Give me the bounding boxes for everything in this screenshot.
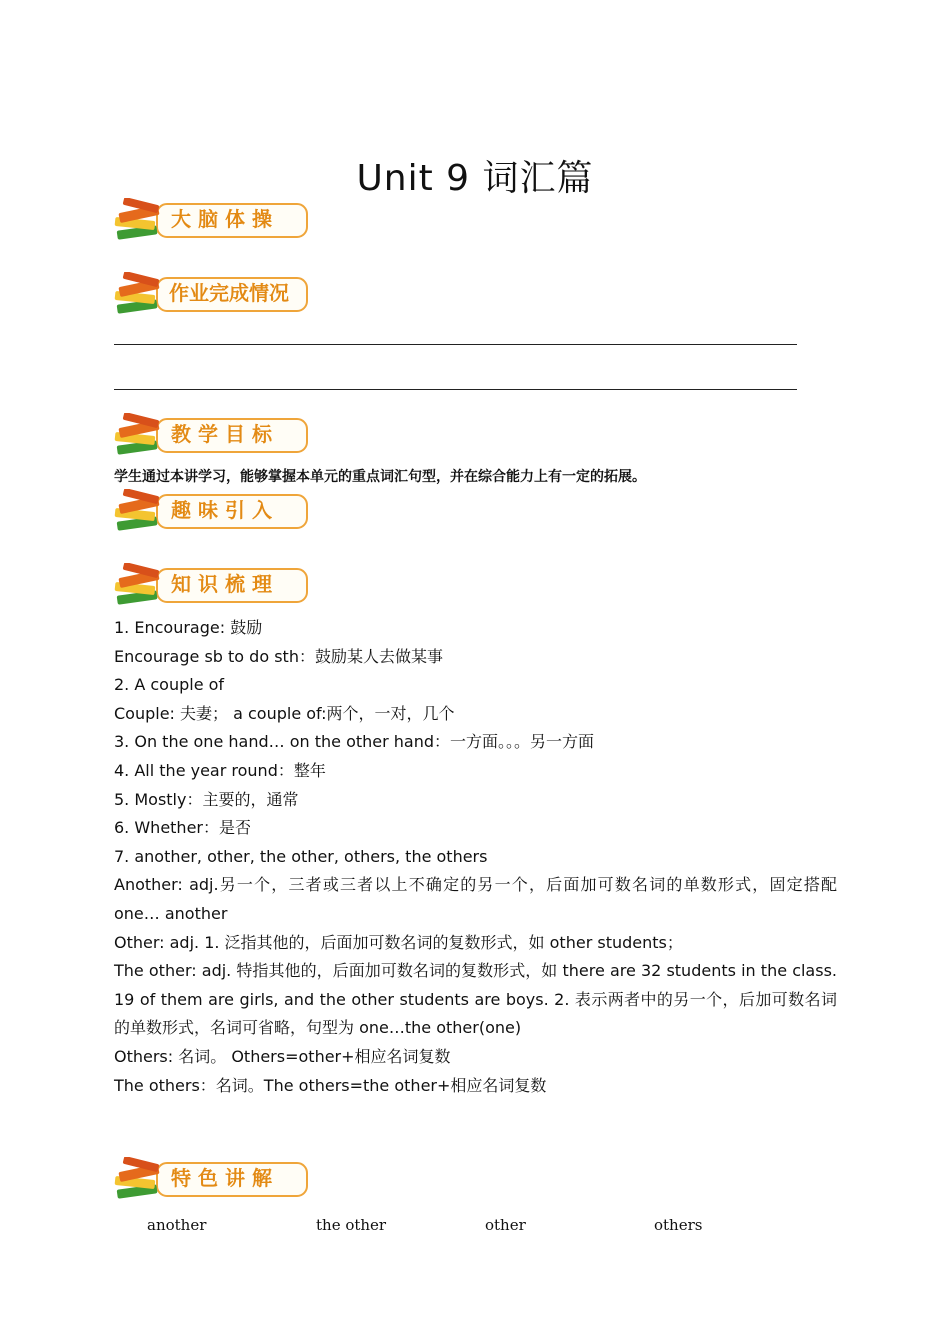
table-header-cell: the other — [316, 1216, 387, 1234]
table-header-cell: others — [654, 1216, 703, 1234]
paragraph-the-other: The other: adj. 特指其他的，后面加可数名词的复数形式，如 there are 32 students in the class. 19 of them are girls, and the other students are boys. 2. 表示两者中的另一个，后加可数名词的单数形式，名词可省略，句型为 one…the other(one) — [114, 961, 837, 1038]
section-badge-homework — [113, 272, 309, 320]
paragraph-another: Another: adj.另一个，三者或三者以上不确定的另一个，后面加可数名词的单数形式，固定搭配 one… another — [114, 875, 837, 923]
section-title: 作业完成情况 — [169, 281, 289, 305]
vocab-line: 7. another, other, the other, others, the others — [114, 846, 488, 866]
section-badge-special — [113, 1157, 309, 1205]
table-header-cell: other — [485, 1216, 526, 1234]
vocab-line: 4. All the year round：整年 — [114, 760, 326, 780]
table-header-cell: another — [147, 1216, 207, 1234]
vocab-line: 5. Mostly：主要的，通常 — [114, 789, 299, 809]
vocab-line: 6. Whether：是否 — [114, 818, 251, 838]
section-title: 大脑体操 — [171, 207, 279, 231]
vocab-line: 2. A couple of — [114, 675, 225, 695]
paragraph-other: Other: adj. 1. 泛指其他的，后面加可数名词的复数形式，如 other students； — [114, 932, 683, 952]
answer-line — [114, 344, 797, 345]
section-badge-knowledge — [113, 563, 309, 611]
section-title: 特色讲解 — [171, 1166, 279, 1190]
paragraph-the-others: The others：名词。The others=the other+相应名词复数 — [114, 1075, 547, 1095]
knowledge-content — [114, 614, 837, 1100]
section-title: 趣味引入 — [171, 498, 279, 522]
vocab-line: Couple: 夫妻； a couple of:两个，一对，几个 — [114, 703, 455, 723]
page-title: Unit 9 词汇篇 — [356, 158, 594, 199]
goal-text: 学生通过本讲学习，能够掌握本单元的重点词汇句型，并在综合能力上有一定的拓展。 — [114, 469, 646, 485]
section-title: 知识梳理 — [171, 572, 279, 596]
section-badge-brain — [113, 198, 309, 246]
section-badge-goals — [113, 413, 309, 461]
vocab-line: 3. On the one hand… on the other hand：一方面。。。另一方面 — [114, 732, 595, 752]
paragraph-others: Others: 名词。 Others=other+相应名词复数 — [114, 1046, 451, 1066]
vocab-line: 1. Encourage: 鼓励 — [114, 618, 263, 637]
section-badge-intro — [113, 489, 309, 537]
section-title: 教学目标 — [171, 422, 279, 446]
vocab-line: Encourage sb to do sth：鼓励某人去做某事 — [114, 646, 443, 666]
answer-line — [114, 389, 797, 390]
